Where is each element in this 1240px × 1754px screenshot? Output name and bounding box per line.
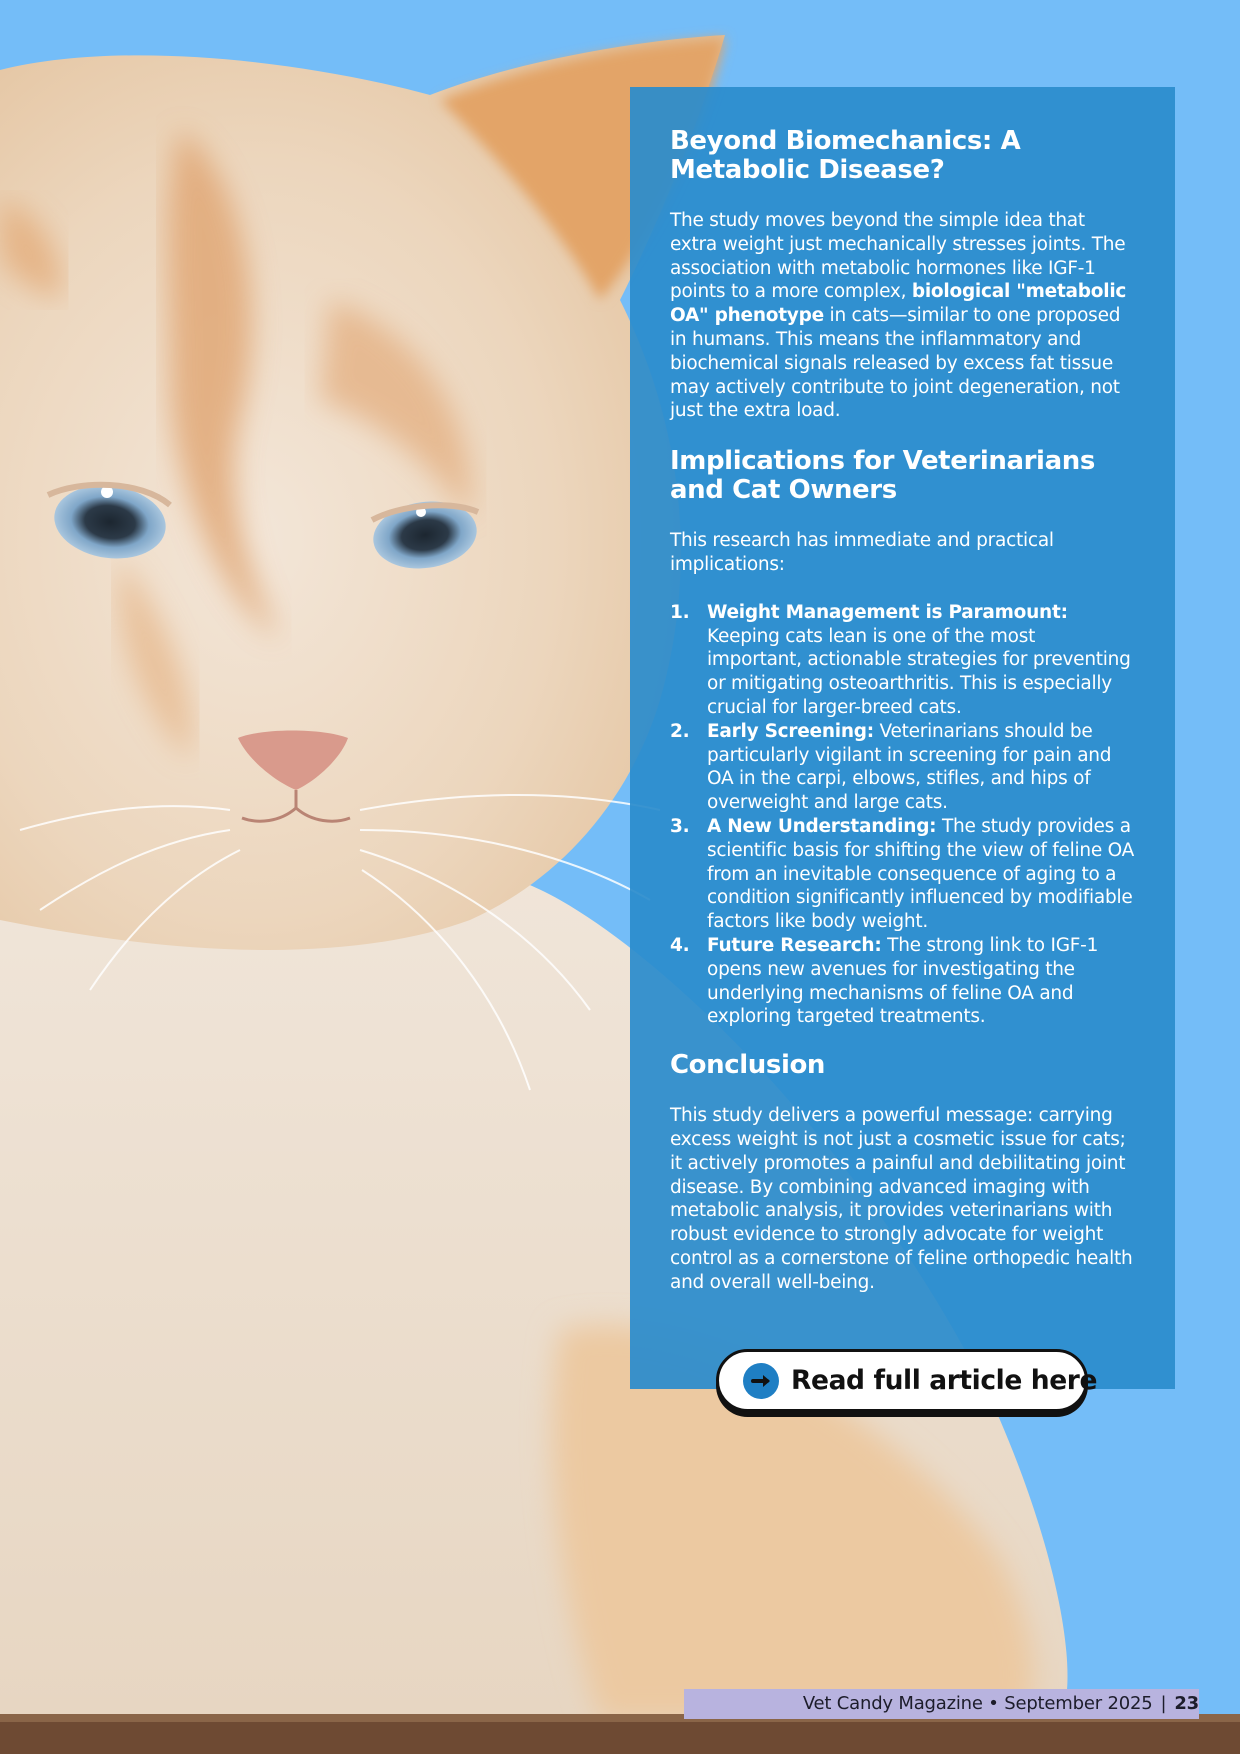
cta-label: Read full article here — [791, 1365, 1098, 1396]
article-panel — [630, 87, 1175, 1389]
section-heading-implications: Implications for Veterinarians and Cat Owners — [670, 446, 1095, 506]
page-number: 23 — [1174, 1693, 1199, 1714]
footer-separator: | — [1160, 1693, 1167, 1714]
list-item: 1. Weight Management is Paramount: Keeping cats lean is one of the most important, actionable strategies for preventing or mitigating osteoarthritis. This is especially crucial for larger-breed cats. — [670, 601, 1131, 718]
section-heading-metabolic: Beyond Biomechanics: A Metabolic Disease? — [670, 126, 1021, 185]
footer-publication: Vet Candy Magazine — [802, 1693, 983, 1714]
section-paragraph-metabolic: The study moves beyond the simple idea that extra weight just mechanically stresses joints. The association with metabolic hormones like IGF-1 points to a more complex, biological "metabolic OA" phenotype in cats—similar to one proposed in humans. This means the inflammatory and biochemical signals released by excess fat tissue may actively contribute to joint degeneration, not just the extra load. — [670, 210, 1127, 422]
page-footer — [803, 1693, 1199, 1714]
arrow-right-circle-icon — [741, 1361, 781, 1401]
footer-date: September 2025 — [1004, 1693, 1153, 1714]
section-heading-conclusion: Conclusion — [670, 1050, 826, 1081]
list-item: 3. A New Understanding: The study provides a scientific basis for shifting the view of feline OA from an inevitable consequence of aging to a condition significantly influenced by modifiable factors like body weight. — [670, 815, 1135, 933]
implications-list — [670, 601, 1135, 1029]
list-item: 4. Future Research: The strong link to IGF-1 opens new avenues for investigating the underlying mechanisms of feline OA and exploring targeted treatments. — [670, 934, 1099, 1028]
read-full-article-button[interactable] — [716, 1349, 1098, 1412]
section-intro-implications: This research has immediate and practical implications: — [670, 530, 1054, 575]
footer-bullet: • — [988, 1693, 999, 1714]
list-item: 2. Early Screening: Veterinarians should be particularly vigilant in screening for pain and OA in the carpi, elbows, stifles, and hips of overweight and large cats. — [670, 720, 1112, 814]
section-paragraph-conclusion: This study delivers a powerful message: carrying excess weight is not just a cosmetic issue for cats; it actively promotes a painful and debilitating joint disease. By combining advanced imaging with metabolic analysis, it provides veterinarians with robust evidence to strongly advocate for weight control as a cornerstone of feline orthopedic health and overall well-being. — [670, 1105, 1133, 1293]
